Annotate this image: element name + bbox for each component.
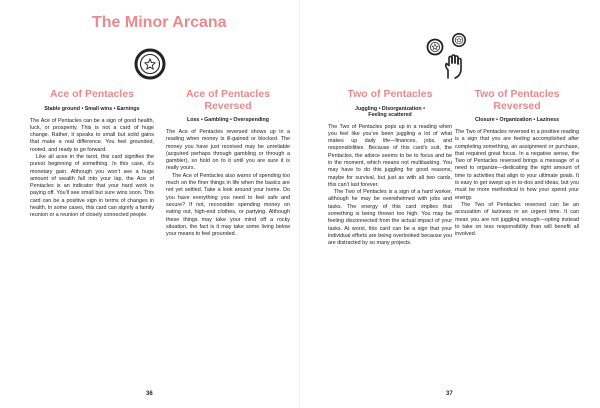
card-description [30, 118, 154, 220]
keywords: Closure • Organization • Laziness [474, 117, 560, 123]
card-title-line: Ace of Pentacles [185, 88, 271, 100]
card-title [455, 89, 579, 112]
paragraph: The Two of Pentacles is a sign of a hard worker, although he may be overwhelmed with jobs and tasks. The energy of this card implies that something is being thrown too high. You may be feeling disconnected from the actual impact of your tasks. At worst, this card can be a sign that your individual efforts are being overlooked because you are distracted by so many projects. [328, 189, 452, 247]
keywords [328, 106, 452, 118]
keywords: Stable ground • Small wins • Earnings [44, 105, 140, 112]
ace-upright-section [30, 89, 154, 220]
card-title [166, 89, 290, 112]
paragraph: The Ace of Pentacles also warns of spending too much on the finer things in life when the basics are not yet settled. Take a look around your home. Do you have everything you need to feel safe and secure? If not, reconsider spending money on eating out, high-end clothes, or partying. Although these things may take your mind off a rocky situation, the fact is it may take some living below your means to feel grounded. [166, 172, 290, 238]
right-page [300, 0, 600, 408]
paragraph: The Ace of Pentacles can be a sign of good health, luck, or prosperity. This is not a card of huge change. Rather, it speaks to small but solid gains that make a real difference. You feel grounded, rooted, and ready to go forward. [30, 117, 154, 153]
card-description [328, 124, 452, 248]
two-reversed-section [455, 89, 579, 238]
card-description [455, 129, 579, 238]
paragraph: The Ace of Pentacles reversed shows up in a reading when money is ill-gained or blocked. The money you have just received may be unreliable (acquired perhaps through gambling or through a gambler), so hold on to it until you are sure it is really yours. [166, 129, 290, 172]
card-description [166, 129, 290, 238]
paragraph: Like all aces in the tarot, this card signifies the purest beginning of something. In this case, it’s monetary gain. Although you won’t see a huge amount of wealth fall into your lap, the Ace of Pentacles is an indicator that your hard work is paying off. You’ll see small but sure wins soon. This card can be a positive sign in terms of changes in health. In some cases, this card can signify a family reunion or a reunion of closely connected people. [30, 153, 154, 219]
keywords-line: Juggling • Disorganization • [355, 105, 425, 112]
paragraph: The Two of Pentacles reversed can be an accusation of laziness in an urgent time. It can mean you are not juggling enough—opting instead to take on less responsibility than will benefit all involved. [455, 201, 579, 238]
chapter-heading: The Minor Arcana [92, 14, 227, 31]
page-number: 36 [146, 391, 153, 397]
pentacle-coin-icon [134, 48, 166, 80]
two-upright-section [328, 89, 452, 248]
card-title-line: Reversed [493, 99, 541, 112]
paragraph: The Two of Pentacles reversed in a positive reading is a sign that you are feeling accomplished after completing something, an assignment or purchase, that required great focus. In a negative sense, the Two of Pentacles reversed brings a message of a need to organize—dedicating the right amount of time to activities that align to your ultimate goals. It is easy to get swept up in to-dos and ideas, but you must be more methodical in how your spend your energy. [455, 129, 579, 201]
keywords-line: Feeling scattered [368, 111, 412, 118]
juggling-pentacles-icon [422, 32, 474, 82]
card-title: Two of Pentacles [347, 88, 433, 100]
card-title-line: Reversed [204, 99, 252, 112]
page-number: 37 [446, 391, 453, 397]
keywords: Loss • Gambling • Overspending [187, 117, 269, 123]
paragraph: The Two of Pentacles pops up in a reading when you feel like you’ve been juggling a lot of what makes up daily life—finances, jobs, and responsibilities. Because of this card’s suit, the Pentacles, the advice seems to be to focus and be in the moment, which means not multitasking. You may have to do this juggling for good reasons, maybe for survival, but just as with all two cards, this can’t last forever. [328, 123, 452, 188]
card-title-line: Two of Pentacles [474, 88, 560, 100]
card-title: Ace of Pentacles [49, 88, 135, 100]
ace-reversed-section [166, 89, 290, 238]
